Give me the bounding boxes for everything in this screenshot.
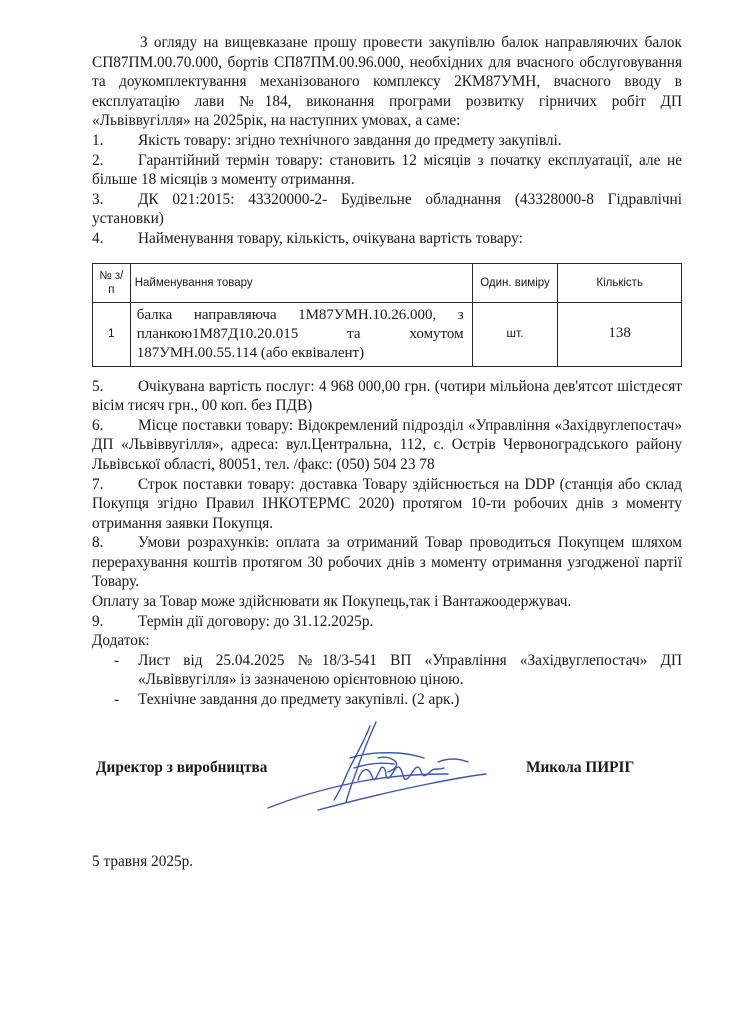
term-text: Місце поставки товару: Відокремлений підрозділ «Управління «Західвуглепостач» ДП «Львіввугілля», адреса: вул.Центральна, 112, с. Острів Червоноградського району Львівської області, 80051, тел. /факс: (050) 504 23 78 (92, 416, 682, 473)
appendix-dash: - (114, 651, 120, 669)
appendix-dash: - (114, 691, 120, 709)
appendix-item (114, 651, 682, 690)
term-9 (92, 612, 682, 632)
term-7 (92, 475, 682, 534)
term-text: Умови розрахунків: оплата за отриманий Товар проводиться Покупцем шляхом перерахування коштів протягом 30 робочих днів з моменту отримання узгодженої партії Товару. (92, 534, 682, 591)
appendix-text: Технічне завдання до предмету закупівлі. (2 арк.) (138, 691, 460, 709)
term-2 (92, 151, 682, 190)
term-6 (92, 416, 682, 475)
document-date: 5 травня 2025р. (92, 853, 194, 870)
header-unit: Один. виміру (472, 263, 558, 302)
term-text: Найменування товару, кількість, очікувана вартість товару: (138, 229, 523, 247)
cell-name: балка направляюча 1М87УМН.10.26.000, з планкою1М87Д10.20.015 та хомутом 187УМН.00.55.114 (або еквівалент) (130, 302, 472, 366)
appendix-item (114, 690, 682, 710)
term-text: Очікувана вартість послуг: 4 968 000,00 грн. (чотири мільйона дев'ятсот шістдесят вісім тисяч грн., 00 коп. без ПДВ) (92, 377, 682, 415)
intro-paragraph: З огляду на вищевказане прошу провести закупівлю балок направляючих балок СП87ПМ.00.70.000, бортів СП87ПМ.00.96.000, необхідних для вчасного обслуговування та доукомплектування механізованого комплексу 2КМ87УМН, вчасного вводу в експлуатацію лави №184, виконання програми розвитку гірничих робіт ДП «Львіввугілля» на 2025рік, на наступних умовах, а саме: (92, 34, 682, 130)
terms-before-table (92, 131, 682, 249)
term-5 (92, 377, 682, 416)
term-1 (92, 131, 682, 151)
cell-quantity: 138 (558, 302, 682, 366)
table-header-row (93, 263, 682, 302)
term-number: 5. (92, 377, 104, 395)
term-number: 7. (92, 475, 104, 493)
document-body (92, 33, 682, 710)
handwritten-signature (258, 718, 490, 818)
term-number: 6. (92, 416, 104, 434)
term-number: 9. (92, 612, 104, 630)
cell-unit: шт. (472, 302, 558, 366)
term-text: Термін дії договору: до 31.12.2025р. (138, 612, 374, 630)
appendix-text: Лист від 25.04.2025 №18/3-541 ВП «Управління «Західвуглепостач» ДП «Львіввугілля» із зазначеною орієнтовною ціною. (138, 651, 682, 689)
header-number: № з/п (93, 263, 131, 302)
term-number: 8. (92, 534, 104, 552)
term-number: 3. (92, 190, 104, 208)
header-quantity: Кількість (558, 263, 682, 302)
table-row (93, 302, 682, 366)
terms-after-table (92, 377, 682, 632)
appendix (92, 631, 682, 709)
term-text: ДК 021:2015: 43320000-2- Будівельне обладнання (43328000-8 Гідравлічні установки) (92, 190, 682, 228)
term-8 (92, 533, 682, 592)
term-number: 1. (92, 131, 104, 149)
term-4 (92, 229, 682, 249)
term-text: Гарантійний термін товару: становить 12 місяців з початку експлуатації, але не більше 18 місяців з моменту отримання. (92, 151, 682, 189)
signatory-position: Директор з виробництва (96, 759, 268, 776)
term-number: 4. (92, 229, 104, 247)
term-number: 2. (92, 151, 104, 169)
cell-number: 1 (93, 302, 131, 366)
term-3 (92, 190, 682, 229)
appendix-title: Додаток: (92, 632, 150, 650)
payment-note: Оплату за Товар може здійснювати як Покупець,так і Вантажоодержувач. (92, 593, 572, 611)
term-text: Якість товару: згідно технічного завдання до предмету закупівлі. (138, 131, 562, 149)
signatory-name: Микола ПИРІГ (526, 759, 635, 776)
term-text: Строк поставки товару: доставка Товару здійснюється на DDP (станція або склад Покупця згідно Правил ІНКОТЕРМС 2020) протягом 10-ти робочих днів з моменту отримання заявки Покупця. (92, 475, 682, 532)
header-name: Найменування товару (130, 263, 472, 302)
goods-table (92, 263, 682, 367)
